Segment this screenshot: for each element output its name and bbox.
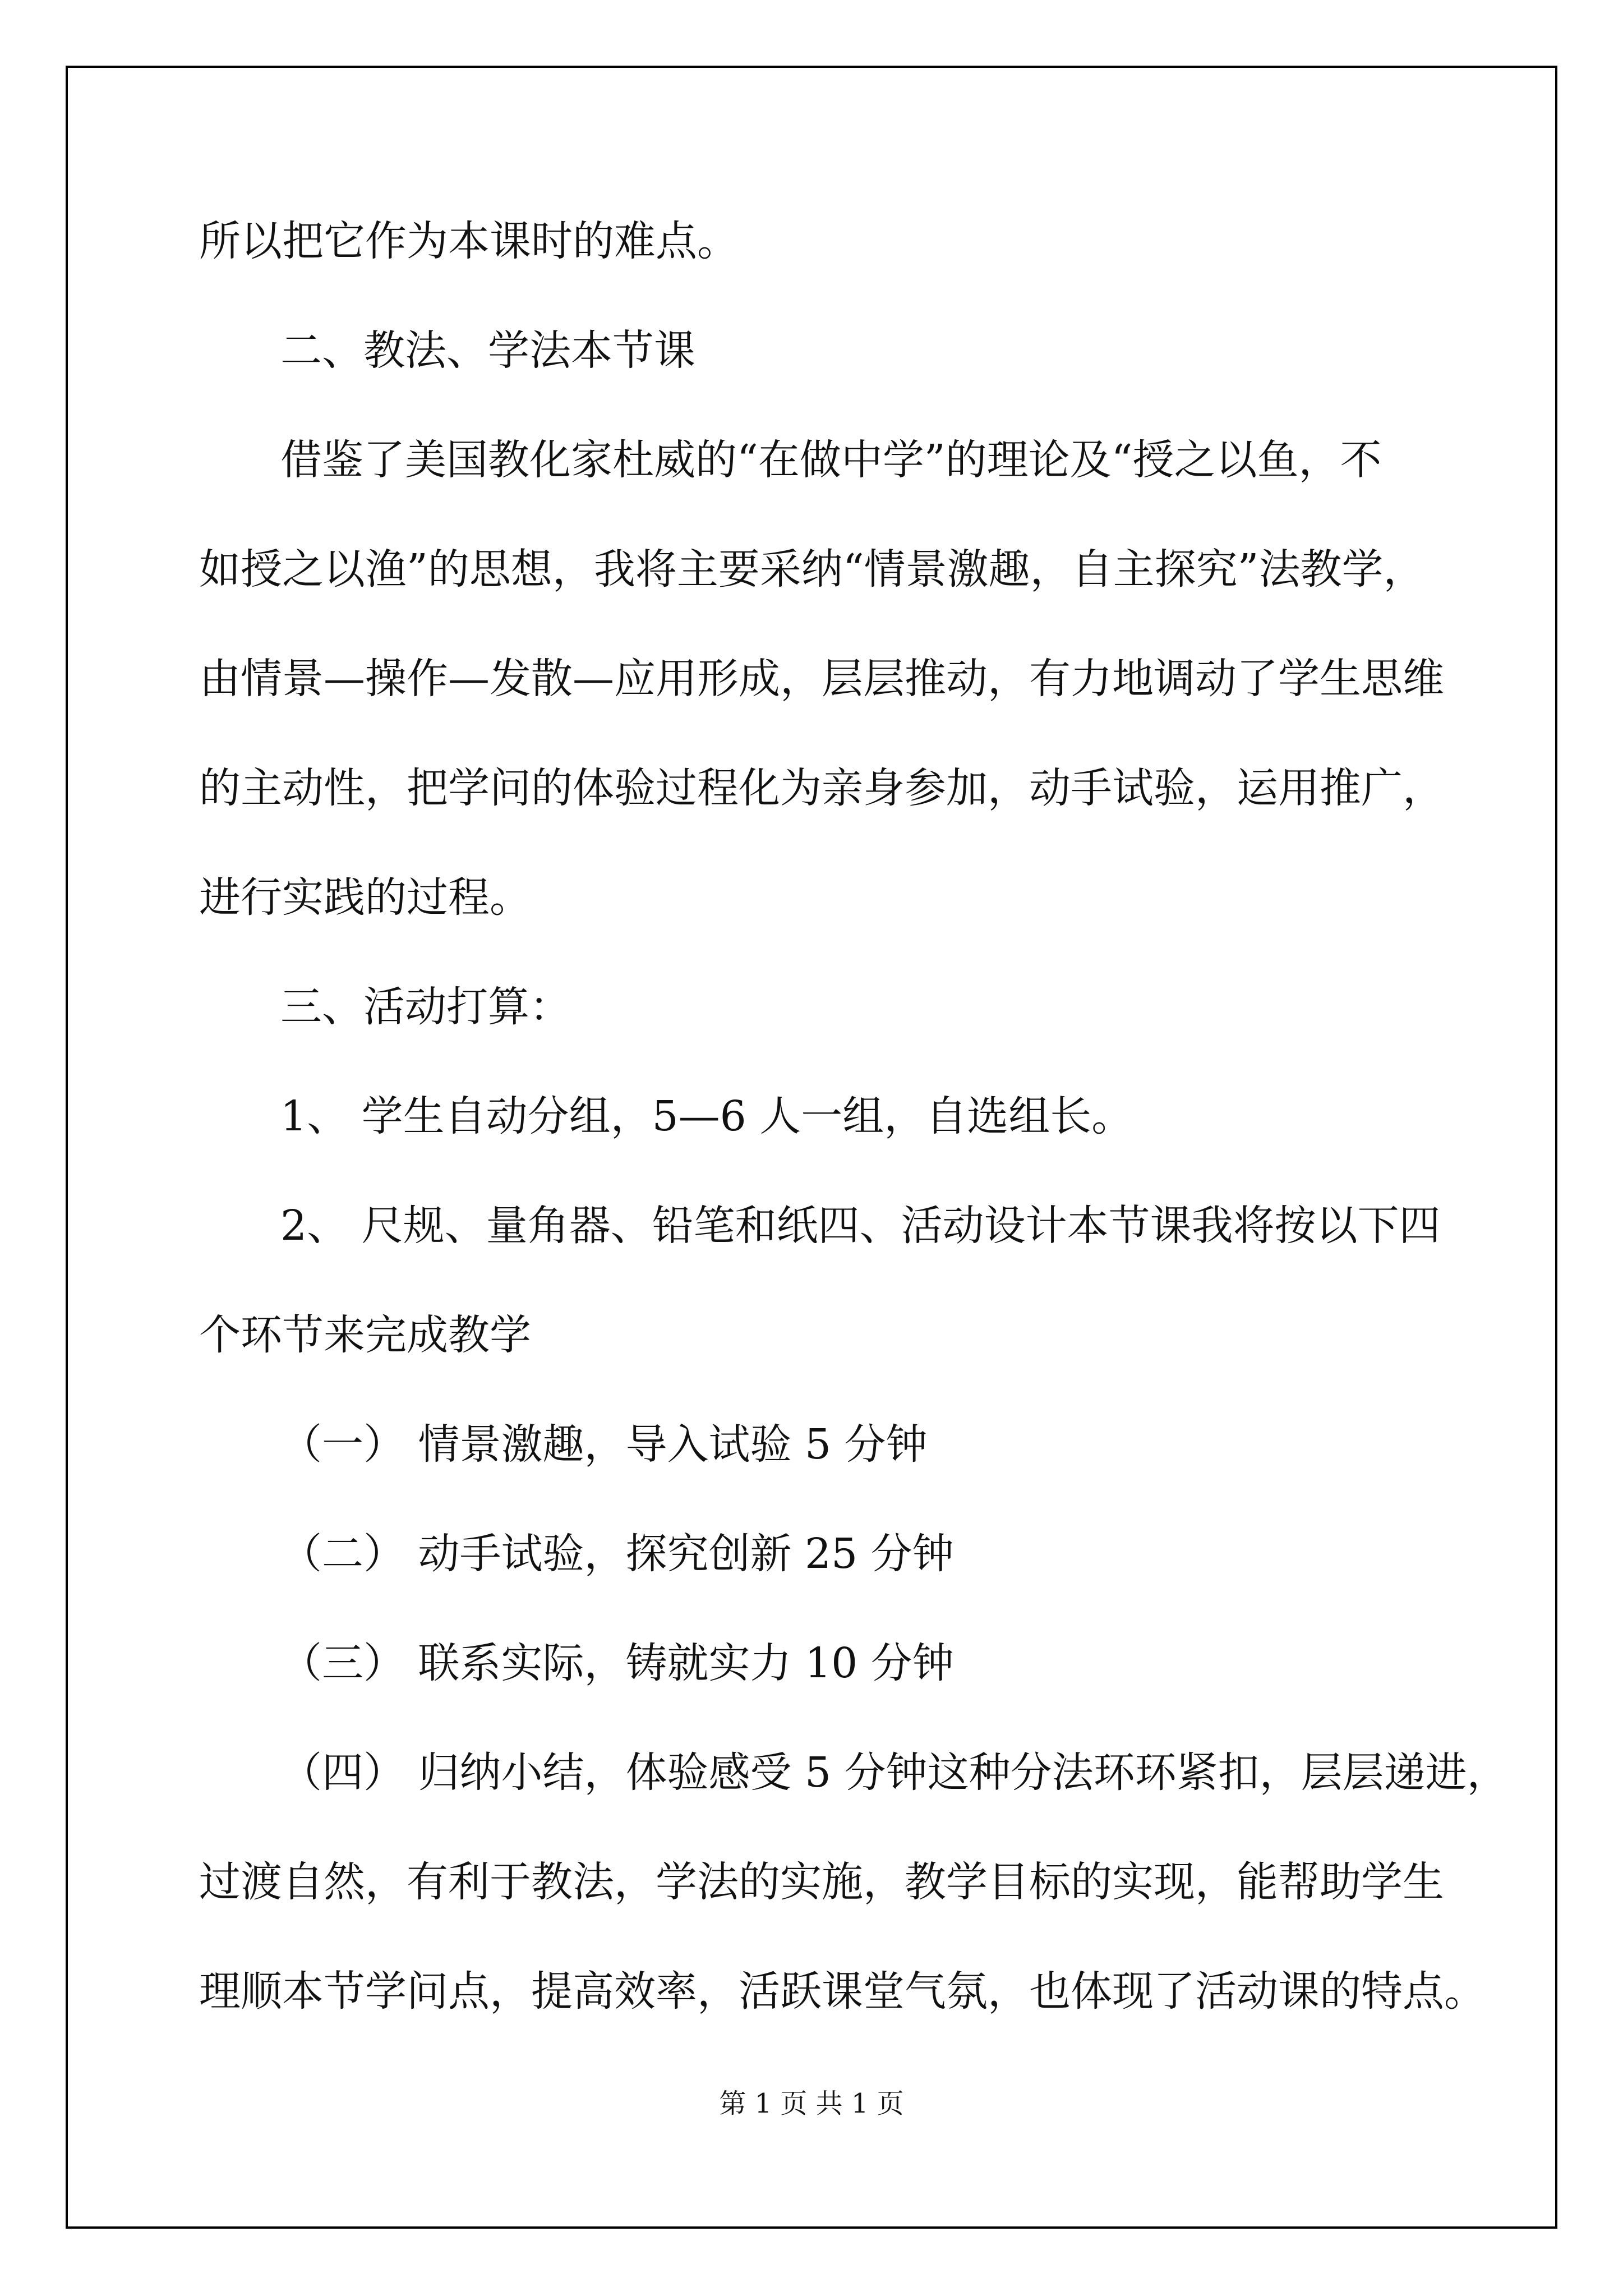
- page-number-footer: 第 1 页 共 1 页: [719, 2088, 904, 2119]
- paragraph-line: 借鉴了美国教化家杜威的“在做中学”的理论及“授之以鱼，不: [280, 436, 1382, 484]
- list-item: （四） 归纳小结，体验感受 5 分钟这种分法环环紧扣，层层递进，: [280, 1749, 1509, 1797]
- list-item: 2、 尺规、量角器、铅笔和纸四、活动设计本节课我将按以下四: [280, 1202, 1441, 1250]
- paragraph-line: 的主动性，把学问的体验过程化为亲身参加，动手试验，运用推广，: [199, 764, 1444, 812]
- paragraph-line: 理顺本节学问点，提高效率，活跃课堂气氛，也体现了活动课的特点。: [199, 1967, 1486, 2016]
- list-item: 1、 学生自动分组，5—6 人一组，自选组长。: [280, 1092, 1133, 1140]
- paragraph-line: 个环节来完成教学: [199, 1311, 531, 1359]
- section-heading: 三、活动打算：: [280, 983, 571, 1031]
- paragraph-line: 如授之以渔”的思想，我将主要采纳“情景激趣，自主探究”法教学，: [199, 545, 1425, 593]
- paragraph-line: 过渡自然，有利于教法，学法的实施，教学目标的实现，能帮助学生: [199, 1858, 1444, 1906]
- section-heading: 二、教法、学法本节课: [280, 326, 695, 375]
- list-item: （一） 情景激趣，导入试验 5 分钟: [280, 1420, 928, 1469]
- paragraph-line: 进行实践的过程。: [199, 873, 531, 922]
- paragraph-line: 所以把它作为本课时的难点。: [199, 217, 739, 265]
- list-item: （三） 联系实际，铸就实力 10 分钟: [280, 1639, 954, 1687]
- paragraph-line: 由情景—操作—发散—应用形成，层层推动，有力地调动了学生思维: [199, 655, 1444, 703]
- list-item: （二） 动手试验，探究创新 25 分钟: [280, 1530, 954, 1578]
